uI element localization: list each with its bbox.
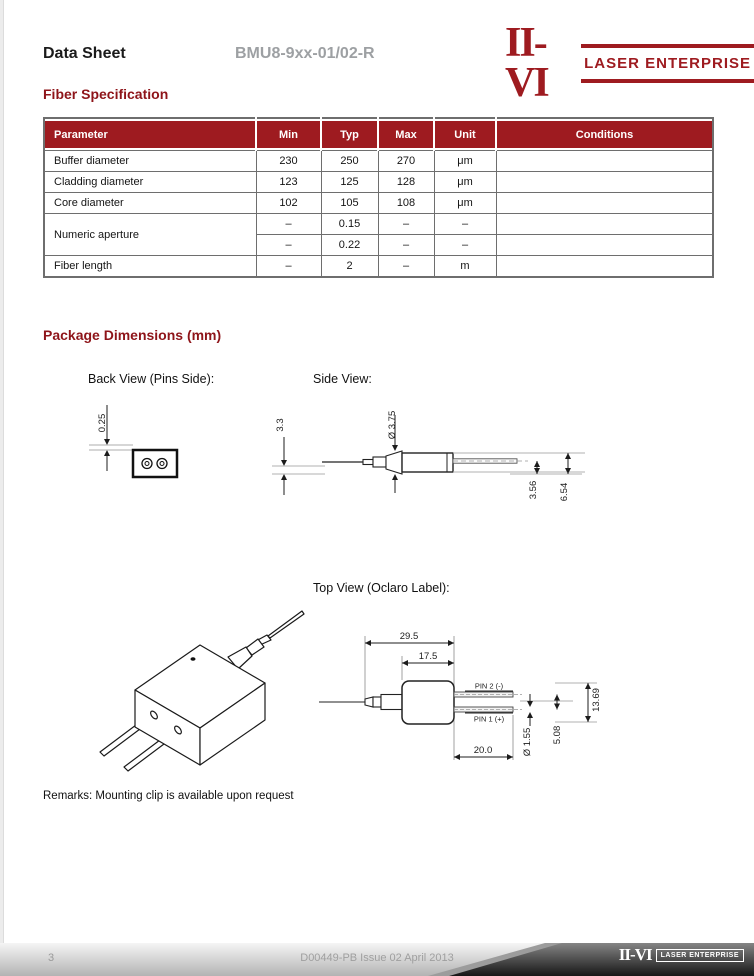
cell-min: 123 [256,172,321,193]
cell-max: 108 [378,193,434,214]
dim-top-pin-length: 20.0 [473,745,493,756]
section-title-package-dimensions: Package Dimensions (mm) [43,327,222,343]
doc-type-title: Data Sheet [43,45,126,62]
dim-side-body-height: 6.54 [559,482,570,502]
company-logo-mark-icon: II-VI [505,20,548,106]
cell-parameter: Buffer diameter [44,151,256,172]
cell-unit: – [434,235,496,256]
cell-typ: 2 [321,256,378,278]
back-view-label: Back View (Pins Side): [88,372,215,386]
footer-bar [0,943,754,976]
dim-top-body-width: 13.69 [591,688,602,712]
cell-min: – [256,256,321,278]
table-row [44,151,713,172]
dim-side-pin-height: 3.56 [528,480,539,500]
top-view-label: Top View (Oclaro Label): [313,581,450,595]
col-header-conditions: Conditions [496,118,713,151]
dim-top-pin-diameter: Ø 1.55 [522,727,533,757]
footer-page-number: 3 [48,952,55,964]
cell-conditions [496,172,713,193]
company-logo-text: LASER ENTERPRISE [581,44,754,83]
cell-unit: μm [434,193,496,214]
cell-typ: 105 [321,193,378,214]
cell-min: – [256,235,321,256]
table-row [44,214,713,235]
cell-max: – [378,235,434,256]
cell-conditions [496,256,713,278]
cell-parameter: Cladding diameter [44,172,256,193]
part-number: BMU8-9xx-01/02-R [235,45,375,62]
col-header-unit: Unit [434,118,496,151]
cell-typ: 0.15 [321,214,378,235]
cell-conditions [496,235,713,256]
cell-max: 128 [378,172,434,193]
cell-typ: 125 [321,172,378,193]
cell-min: – [256,214,321,235]
col-header-max: Max [378,118,434,151]
dim-back-pin-offset: 0.25 [97,413,108,433]
cell-parameter: Fiber length [44,256,256,278]
dim-side-fiber-height: 3.3 [275,418,286,432]
cell-unit: μm [434,172,496,193]
dim-side-nozzle-diameter: Ø 3.75 [387,410,398,440]
footer-logo-text: LASER ENTERPRISE [656,949,744,962]
dim-top-total-length: 29.5 [399,631,419,642]
cell-unit: – [434,214,496,235]
back-view-drawing [75,393,215,488]
dim-top-body-length: 17.5 [418,651,438,662]
pin2-label: PIN 2 (-) [474,681,504,691]
cell-max: – [378,256,434,278]
cell-parameter: Numeric aperture [44,214,256,256]
cell-parameter: Core diameter [44,193,256,214]
cell-max: 270 [378,151,434,172]
side-view-label: Side View: [313,372,372,386]
col-header-typ: Typ [321,118,378,151]
col-header-parameter: Parameter [44,118,256,151]
cell-conditions [496,151,713,172]
cell-typ: 0.22 [321,235,378,256]
side-view-drawing [270,395,600,510]
table-row [44,193,713,214]
page-edge [0,0,4,976]
cell-conditions [496,193,713,214]
table-row [44,256,713,278]
company-logo [505,20,754,106]
cell-unit: m [434,256,496,278]
cell-min: 230 [256,151,321,172]
cell-max: – [378,214,434,235]
package-isometric-drawing [75,595,310,795]
table-header-row [44,118,713,151]
col-header-min: Min [256,118,321,151]
section-title-fiber-specification: Fiber Specification [43,86,169,102]
footer-logo-mark-icon: II-VI [618,945,652,964]
fiber-spec-table [43,117,714,278]
cell-min: 102 [256,193,321,214]
top-view-drawing [315,620,605,765]
cell-unit: μm [434,151,496,172]
pin1-label: PIN 1 (+) [473,714,505,724]
cell-conditions [496,214,713,235]
footer-company-logo [619,947,744,963]
footer-doc-reference: D00449-PB Issue 02 April 2013 [300,952,454,964]
remarks-text: Remarks: Mounting clip is available upon request [43,790,294,802]
table-row [44,172,713,193]
dim-top-pin-spacing: 5.08 [552,725,563,745]
cell-typ: 250 [321,151,378,172]
